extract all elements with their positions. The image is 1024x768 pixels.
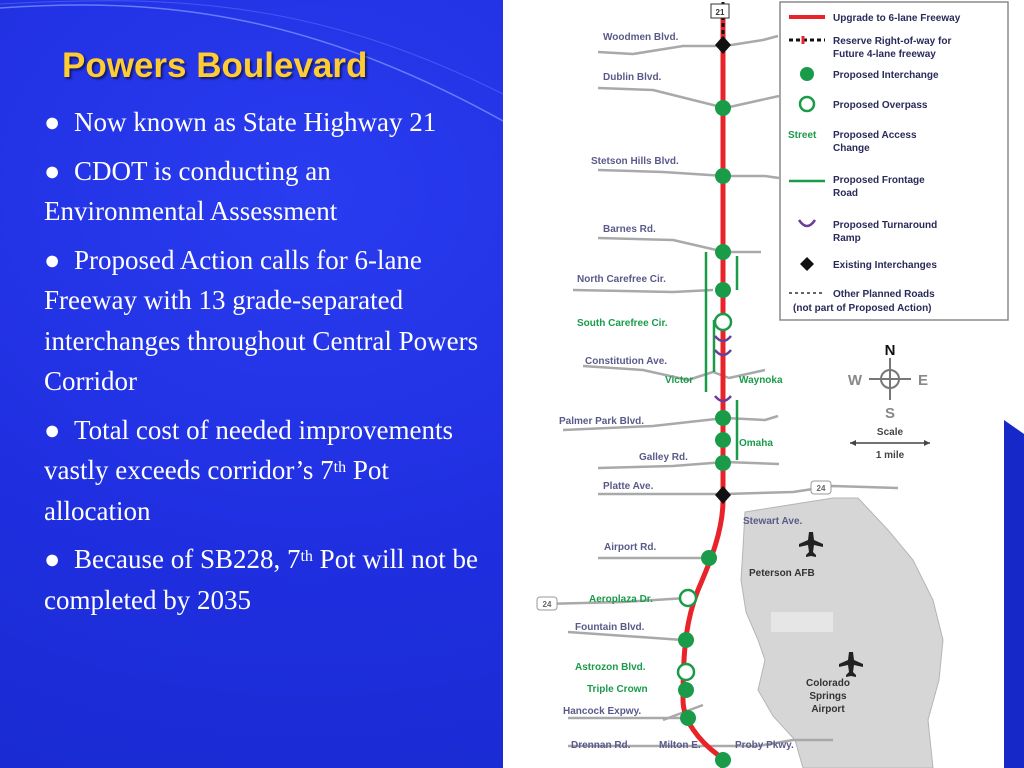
bullet-dot-icon: ● — [44, 544, 61, 574]
legend-label-other-2: (not part of Proposed Action) — [793, 303, 932, 314]
legend-label-turnaround-1: Proposed Turnaround — [833, 220, 938, 231]
street-label-cos-airport-2: Springs — [809, 691, 847, 702]
legend-label-reserve-1: Reserve Right-of-way for — [833, 36, 952, 47]
street-label-triple-crown: Triple Crown — [587, 684, 648, 695]
compass-w: W — [847, 372, 863, 389]
bullet-dot-icon: ● — [44, 244, 61, 275]
street-label-stetson: Stetson Hills Blvd. — [591, 156, 679, 167]
street-label-fountain: Fountain Blvd. — [575, 622, 645, 633]
scale-label: Scale — [876, 427, 904, 438]
street-label-airport: Airport Rd. — [604, 542, 657, 553]
legend-label-access-2: Change — [833, 143, 870, 154]
street-label-woodmen: Woodmen Blvd. — [603, 32, 679, 43]
street-label-cos-airport-1: Colorado — [806, 678, 850, 689]
street-label-palmer: Palmer Park Blvd. — [559, 416, 645, 427]
svg-text:24: 24 — [542, 600, 552, 609]
street-label-peterson: Peterson AFB — [749, 568, 815, 579]
scale-value: 1 mile — [875, 450, 905, 461]
legend-label-turnaround-2: Ramp — [833, 233, 861, 244]
street-label-drennan: Drennan Rd. — [571, 740, 631, 751]
route-24-shield-west-icon — [537, 597, 557, 610]
street-label-omaha: Omaha — [739, 438, 773, 449]
street-label-aeroplaza: Aeroplaza Dr. — [589, 594, 653, 605]
compass-n: N — [884, 342, 896, 359]
route-24-shield-east-icon — [811, 481, 831, 494]
street-label-waynoka: Waynoka — [739, 375, 783, 386]
street-label-hancock: Hancock Expwy. — [563, 706, 642, 717]
street-label-victor: Victor — [665, 375, 694, 386]
bullet-item: ● Now known as State Highway 21 — [44, 102, 484, 143]
legend-label-access-1: Proposed Access — [833, 130, 917, 141]
street-label-cos-airport-3: Airport — [811, 704, 845, 715]
legend-label-existing: Existing Interchanges — [833, 260, 937, 271]
street-label-stewart: Stewart Ave. — [743, 516, 803, 527]
legend-label-interchange: Proposed Interchange — [833, 70, 939, 81]
powers-corridor-map — [503, 0, 1024, 768]
legend-street-key: Street — [788, 130, 817, 141]
slide-title: Powers Boulevard — [62, 46, 368, 85]
street-label-barnes: Barnes Rd. — [603, 224, 656, 235]
highway-21-shield-icon — [711, 4, 729, 18]
street-label-proby: Proby Pkwy. — [735, 740, 794, 751]
legend-label-frontage-1: Proposed Frontage — [833, 175, 925, 186]
legend-label-frontage-2: Road — [833, 188, 858, 199]
street-label-astrozon: Astrozon Blvd. — [575, 662, 646, 673]
bullet-item: ● CDOT is conducting an Environmental Assessment — [44, 151, 484, 232]
street-label-dublin: Dublin Blvd. — [603, 72, 662, 83]
map-legend — [780, 2, 1008, 320]
bullet-dot-icon: ● — [44, 155, 61, 186]
bullet-item: ● Total cost of needed improvements vastly exceeds corridor’s 7th Pot allocation — [44, 410, 484, 532]
bullet-dot-icon: ● — [44, 107, 61, 137]
street-label-south-carefree: South Carefree Cir. — [577, 318, 668, 329]
svg-text:21: 21 — [715, 8, 725, 17]
street-label-constitution: Constitution Ave. — [585, 356, 668, 367]
bullet-item: ● Because of SB228, 7th Pot will not be completed by 2035 — [44, 539, 484, 620]
svg-text:24: 24 — [816, 484, 826, 493]
street-label-north-carefree: North Carefree Cir. — [577, 274, 666, 285]
legend-label-upgrade: Upgrade to 6-lane Freeway — [833, 13, 961, 24]
street-label-platte: Platte Ave. — [603, 481, 654, 492]
compass-e: E — [917, 372, 929, 389]
bullet-list — [44, 102, 484, 628]
street-label-milton: Milton E. — [659, 740, 701, 751]
bullet-item: ● Proposed Action calls for 6-lane Freeway with 13 grade-separated interchanges throughout Central Powers Corridor — [44, 240, 484, 402]
legend-label-other-1: Other Planned Roads — [833, 289, 935, 300]
street-label-galley: Galley Rd. — [639, 452, 688, 463]
bullet-dot-icon: ● — [44, 414, 61, 445]
legend-label-overpass: Proposed Overpass — [833, 100, 928, 111]
legend-label-reserve-2: Future 4-lane freeway — [833, 49, 936, 60]
compass-s: S — [884, 405, 896, 422]
